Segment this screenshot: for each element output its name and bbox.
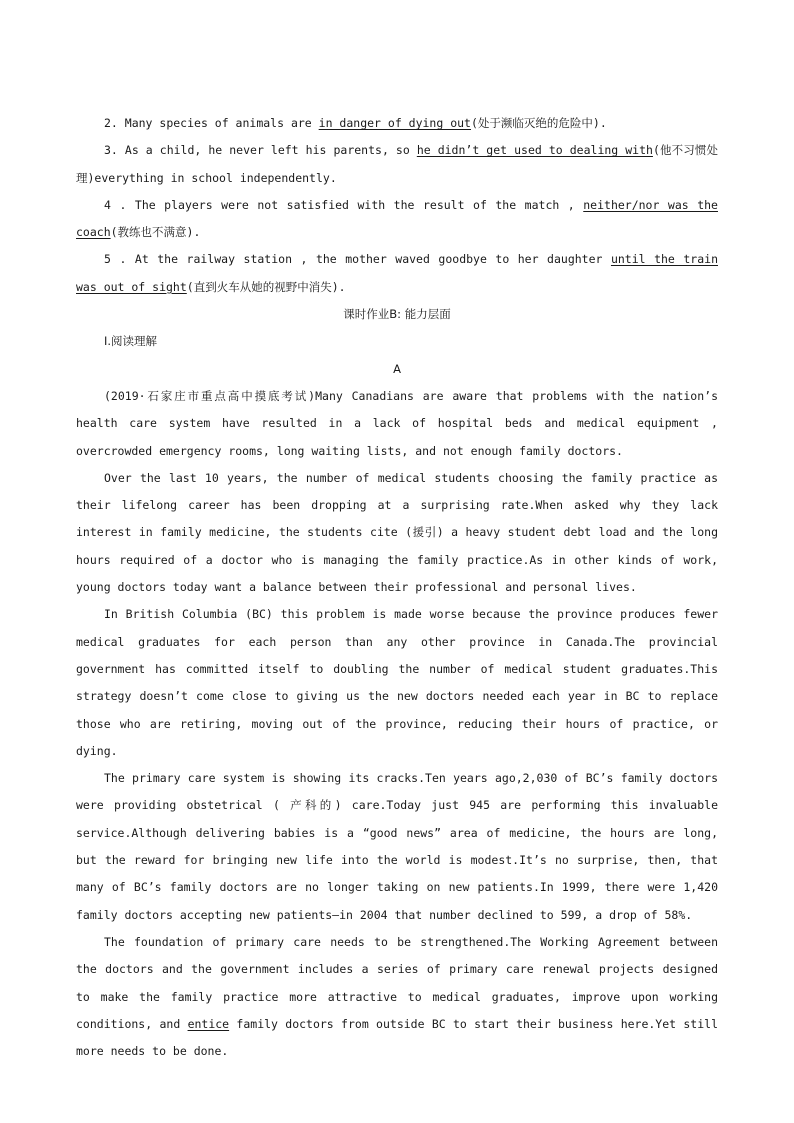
item-number: 4 [104, 197, 111, 212]
item-text: . At the railway station , the mother waved goodbye to her daughter [110, 252, 611, 267]
item-hint: (他不习惯处理)everything in school independently. [76, 143, 718, 185]
answer-underlined: until the train was out of sight [76, 252, 718, 294]
item-text: . The players were not satisfied with the result of the match , [110, 197, 584, 212]
paragraph-text: family doctors from outside BC to start their business here.Yet still more needs to be done. [76, 1016, 719, 1059]
item-text: As a child, he never left his parents, so [117, 143, 417, 158]
passage-paragraph-3: In British Columbia (BC) this problem is made worse because the province produces fewer medical graduates for each person than any other province in Canada.The provincial government has committed itself to doubling the number of medical student graduates.This strategy doesn’t come close to giving us the new doctors needed each year in BC to replace those who are retiring, moving out of the province, reducing their hours of practice, or dying. [76, 607, 718, 758]
passage-paragraph-1: (2019·石家庄市重点高中摸底考试)Many Canadians are aware that problems with the nation’s health care system have resulted in a lack of hospital beds and medical equipment , overcrowded emergency rooms, long waiting lists, and not enough family doctors. [76, 388, 718, 458]
item-hint: (直到火车从她的视野中消失). [186, 279, 346, 294]
answer-underlined: he didn’t get used to dealing with [416, 143, 653, 158]
item-number: 2. [104, 116, 118, 130]
item-hint: (教练也不满意). [110, 225, 201, 240]
answer-underlined: neither/nor was the coach [76, 197, 718, 240]
exercise-item-4 [76, 192, 718, 247]
part-title: Ⅰ.阅读理解 [104, 334, 158, 349]
passage-paragraph-2: Over the last 10 years, the number of medical students choosing the family practice as their lifelong career has been dropping at a surprising rate.When asked why they lack interest in family medicine, the students cite (援引) a heavy student debt load and the long hours required of a doctor who is managing the family practice.As in other kinds of work, young doctors today want a balance between their professional and personal lives. [76, 470, 718, 595]
item-hint: (处于濒临灭绝的危险中). [470, 116, 607, 130]
exercise-item-2 [76, 110, 718, 137]
section-title: 课时作业B: 能力层面 [343, 307, 451, 322]
passage-paragraph-4: The primary care system is showing its cracks.Ten years ago,2,030 of BC’s family doctors were providing obstetrical ( 产科的) care.Today just 945 are performing this invaluable service.Although delivering babies is a “good news” area of medicine, the hours are long, but the reward for bringing new life into the world is modest.It’s no surprise, then, that many of BC’s family doctors are no longer taking on new patients.In 1999, there were 1,420 family doctors accepting new patients—in 2004 that number declined to 599, a drop of 58%. [76, 771, 718, 922]
passage-paragraph-5 [76, 929, 718, 1065]
paragraph-text: The foundation of primary care needs to be strengthened.The Working Agreement between the doctors and the government includes a series of primary care renewal projects designed to make the family practice more attractive to medical graduates, improve upon working conditions, and [76, 934, 718, 1031]
item-text: Many species of animals are [117, 116, 319, 130]
item-number: 3. [104, 143, 118, 158]
exercise-item-5 [76, 246, 718, 301]
exercise-item-3 [76, 137, 718, 192]
page-content [76, 110, 718, 1065]
underlined-word: entice [187, 1016, 230, 1031]
answer-underlined: in danger of dying out [318, 116, 471, 130]
passage-label: A [393, 361, 401, 376]
item-number: 5 [104, 252, 111, 267]
